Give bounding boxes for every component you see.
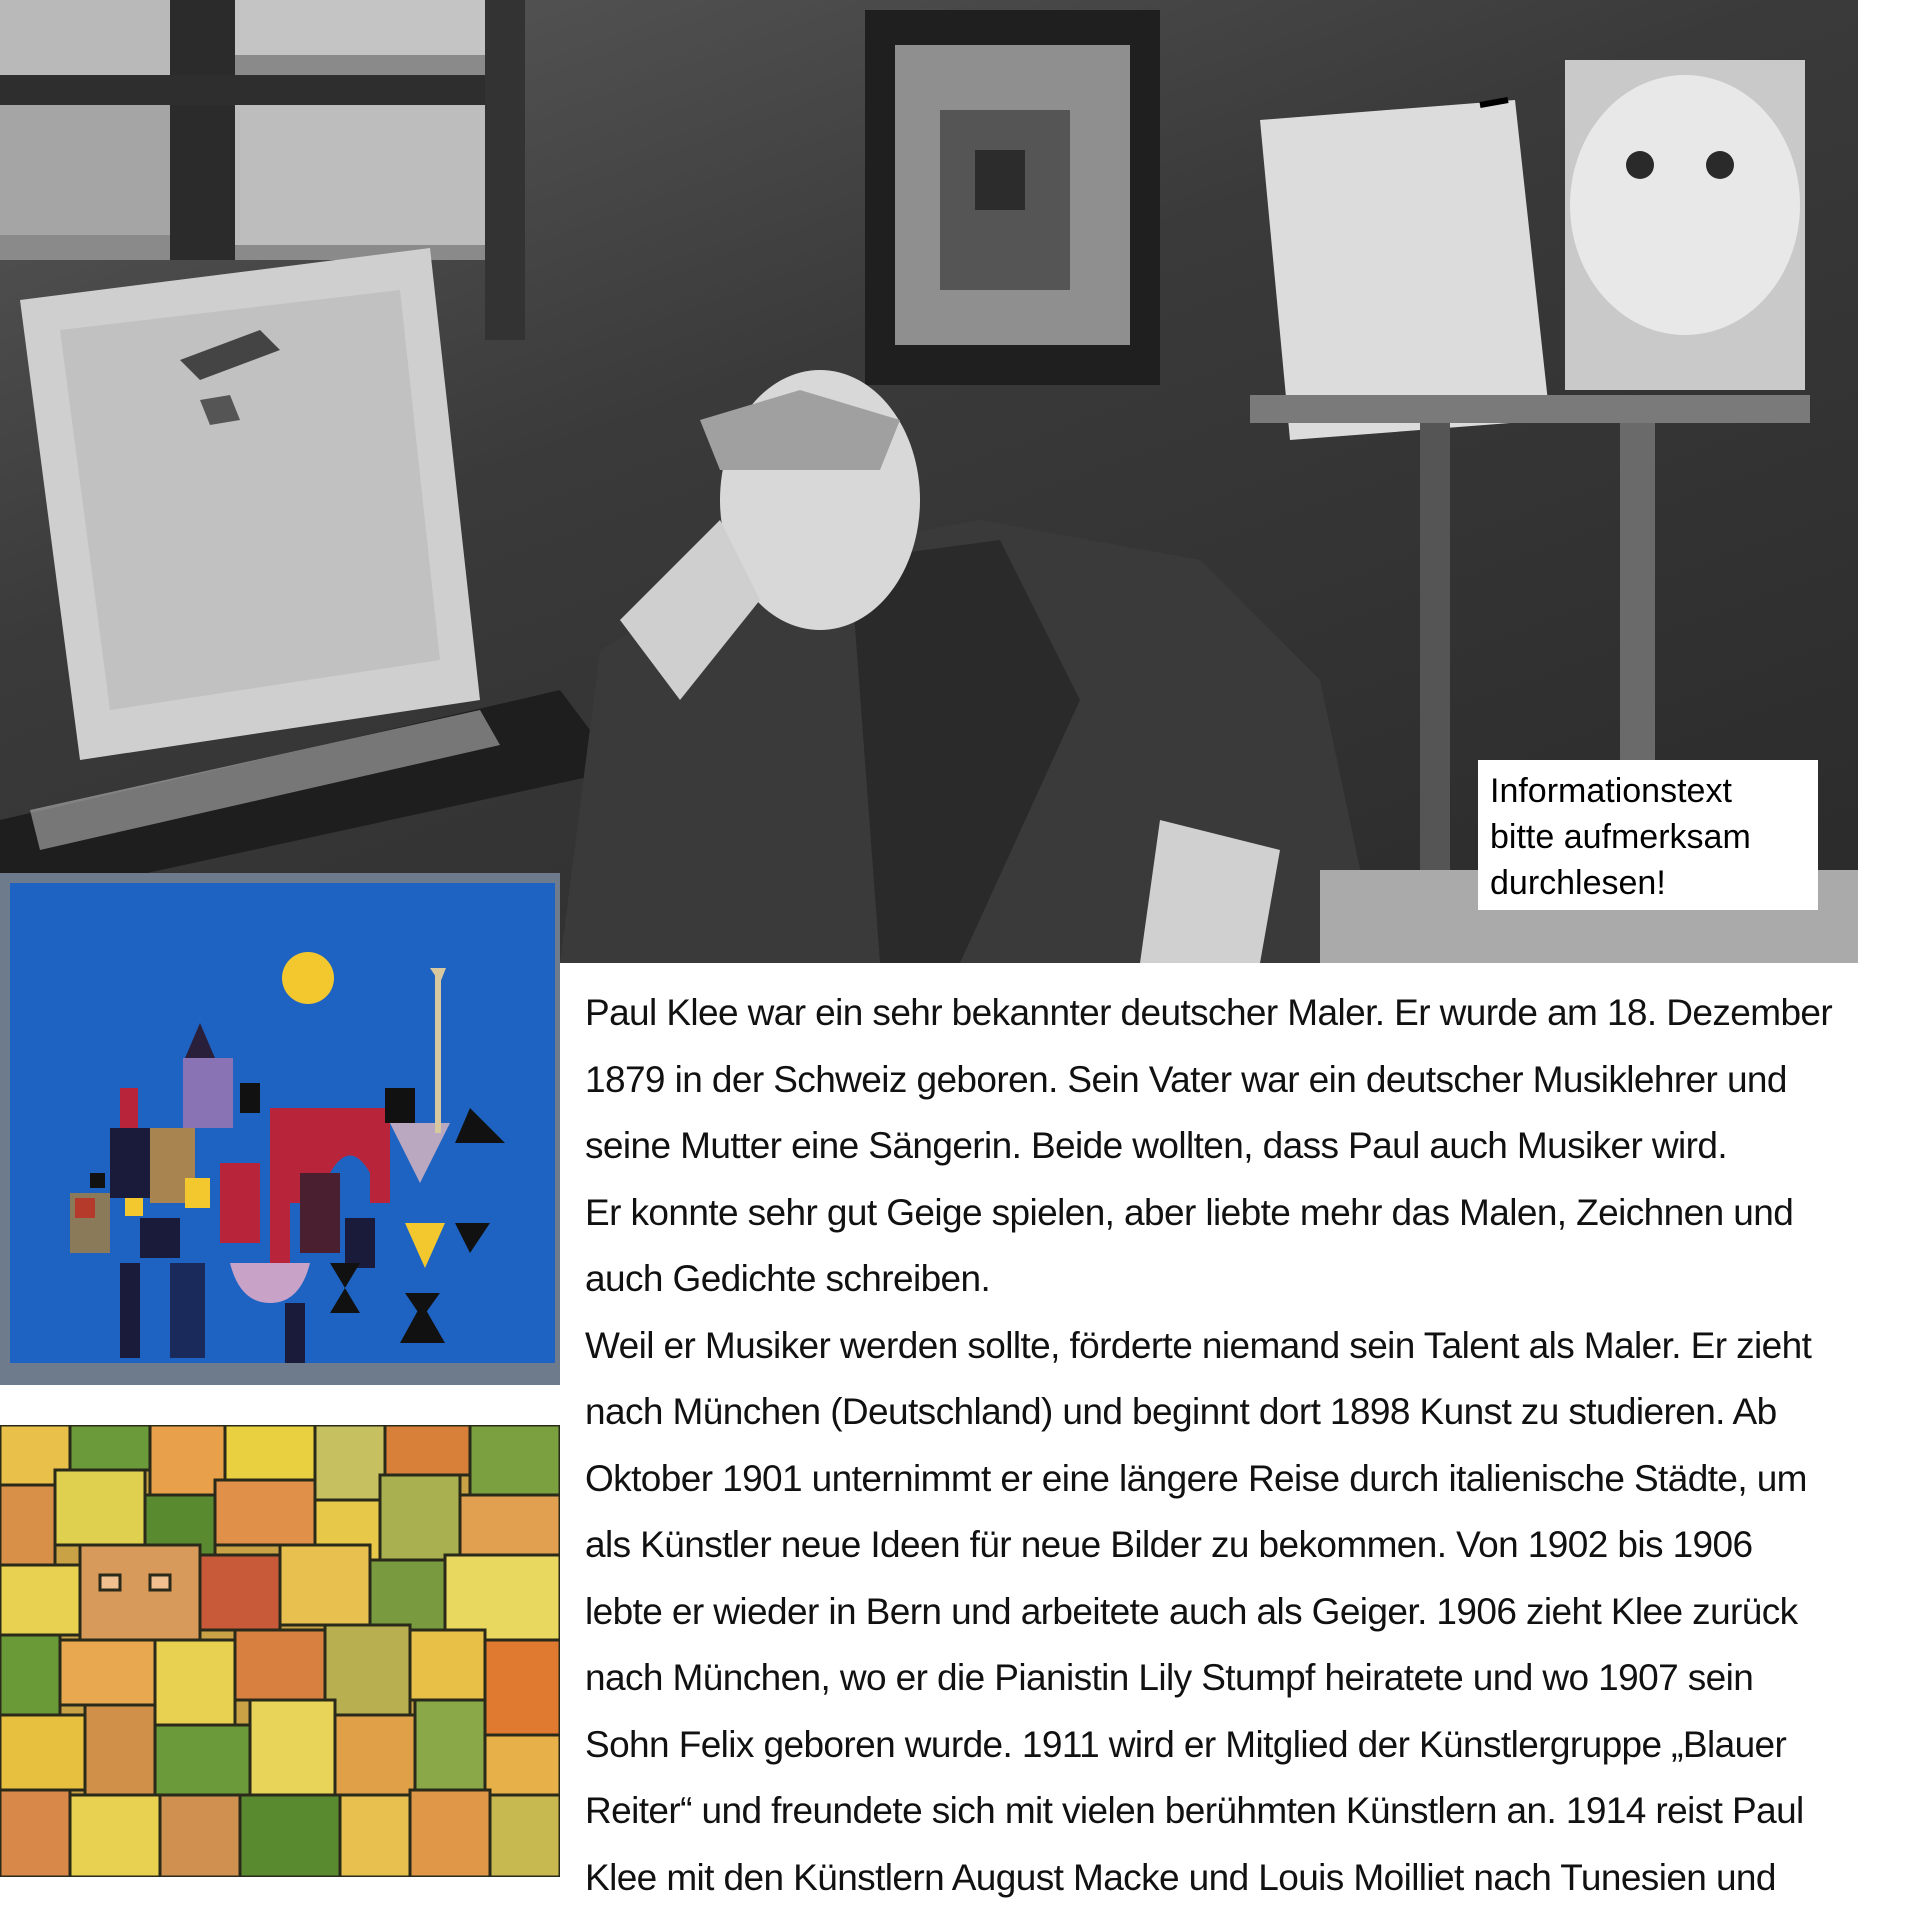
text-line: Er konnte sehr gut Geige spielen, aber liebte mehr das Malen, Zeichnen und — [585, 1180, 1895, 1247]
text-line: auch Gedichte schreiben. — [585, 1246, 1895, 1313]
information-note — [1478, 760, 1818, 910]
info-line-2: bitte aufmerksam — [1490, 814, 1806, 860]
colored-fields-painting — [0, 1425, 560, 1877]
text-line: Reiter“ und freundete sich mit vielen berühmten Künstlern an. 1914 reist Paul — [585, 1778, 1895, 1845]
text-line: seine Mutter eine Sängerin. Beide wollten, dass Paul auch Musiker wird. — [585, 1113, 1895, 1180]
blue-castle-painting — [0, 873, 560, 1385]
colored-fields-painting-icon — [0, 1425, 560, 1877]
text-line: Klee mit den Künstlern August Macke und Louis Moilliet nach Tunesien und — [585, 1845, 1895, 1911]
blue-castle-painting-icon — [0, 873, 560, 1385]
info-line-3: durchlesen! — [1490, 860, 1806, 906]
biography-text — [585, 980, 1895, 1911]
text-line: nach München, wo er die Pianistin Lily Stumpf heiratete und wo 1907 sein — [585, 1645, 1895, 1712]
text-line: 1879 in der Schweiz geboren. Sein Vater war ein deutscher Musiklehrer und — [585, 1047, 1895, 1114]
artist-in-studio-photo — [0, 0, 1858, 963]
text-line: Sohn Felix geboren wurde. 1911 wird er Mitglied der Künstlergruppe „Blauer — [585, 1712, 1895, 1779]
text-line: Oktober 1901 unternimmt er eine längere Reise durch italienische Städte, um — [585, 1446, 1895, 1513]
text-line: Weil er Musiker werden sollte, förderte niemand sein Talent als Maler. Er zieht — [585, 1313, 1895, 1380]
text-line: lebte er wieder in Bern und arbeitete auch als Geiger. 1906 zieht Klee zurück — [585, 1579, 1895, 1646]
text-line: nach München (Deutschland) und beginnt dort 1898 Kunst zu studieren. Ab — [585, 1379, 1895, 1446]
text-line: als Künstler neue Ideen für neue Bilder zu bekommen. Von 1902 bis 1906 — [585, 1512, 1895, 1579]
info-line-1: Informationstext — [1490, 768, 1806, 814]
text-line: Paul Klee war ein sehr bekannter deutscher Maler. Er wurde am 18. Dezember — [585, 980, 1895, 1047]
